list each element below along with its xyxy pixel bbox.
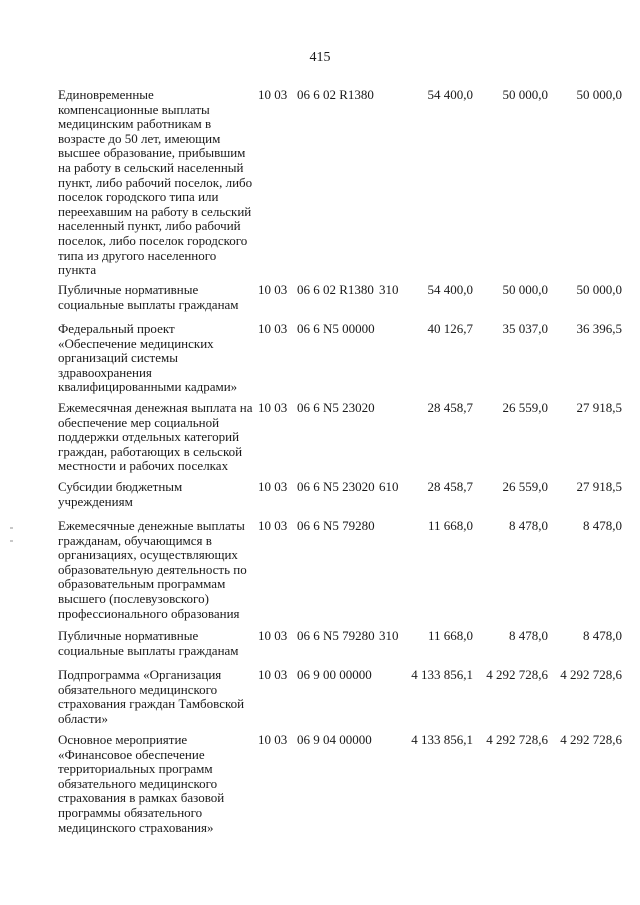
- row-target-code: 06 9 00 00000: [297, 667, 372, 682]
- row-expense-kind: 310: [379, 628, 399, 643]
- row-value-2: 8 478,0: [509, 628, 548, 643]
- row-target-code: 06 6 N5 79280: [297, 628, 375, 643]
- table-row: [58, 519, 624, 620]
- row-target-code: 06 9 04 00000: [297, 732, 372, 747]
- row-target-code: 06 6 N5 79280: [297, 518, 375, 533]
- row-name: Ежемесячная денежная выплата на обеспечение мер социальной поддержки отдельных категорий граждан, работающих в сельской местности и рабочих поселках: [58, 400, 253, 474]
- row-value-2: 35 037,0: [502, 321, 548, 336]
- row-target-code: 06 6 N5 23020: [297, 479, 375, 494]
- table-row: [58, 283, 624, 313]
- row-name: Публичные нормативные социальные выплаты гражданам: [58, 282, 239, 312]
- row-name: Подпрограмма «Организация обязательного медицинского страхования граждан Тамбовской области»: [58, 667, 245, 726]
- row-value-3: 8 478,0: [583, 518, 622, 533]
- row-value-1: 54 400,0: [427, 87, 473, 102]
- row-name: Федеральный проект «Обеспечение медицинских организаций системы здравоохранения квалифицированными кадрами»: [58, 321, 238, 395]
- row-target-code: 06 6 02 R1380: [297, 282, 374, 297]
- row-section: 10 03: [258, 732, 288, 747]
- table-row: [58, 480, 624, 510]
- row-value-3: 8 478,0: [583, 628, 622, 643]
- table-row: [58, 400, 624, 474]
- row-value-3: 50 000,0: [576, 87, 622, 102]
- row-value-2: 26 559,0: [502, 400, 548, 415]
- margin-mark: [10, 540, 13, 542]
- row-section: 10 03: [258, 321, 288, 336]
- row-value-2: 8 478,0: [509, 518, 548, 533]
- table-row: [58, 668, 624, 724]
- row-value-2: 50 000,0: [502, 282, 548, 297]
- table-row: [58, 733, 624, 835]
- row-name: Субсидии бюджетным учреждениям: [58, 479, 183, 509]
- row-value-3: 4 292 728,6: [560, 667, 622, 682]
- row-name: Основное мероприятие «Финансовое обеспечение территориальных программ обязательного медицинского страхования в рамках базовой программы обязательного медицинского страхования»: [58, 732, 225, 835]
- row-target-code: 06 6 02 R1380: [297, 87, 374, 102]
- row-section: 10 03: [258, 87, 288, 102]
- table-row: [58, 321, 624, 395]
- row-value-1: 4 133 856,1: [411, 732, 473, 747]
- row-value-1: 11 668,0: [427, 518, 473, 533]
- row-value-2: 50 000,0: [502, 87, 548, 102]
- row-value-3: 27 918,5: [576, 479, 622, 494]
- row-value-2: 4 292 728,6: [486, 732, 548, 747]
- row-value-3: 36 396,5: [576, 321, 622, 336]
- row-name: Публичные нормативные социальные выплаты гражданам: [58, 628, 239, 658]
- table-row: [58, 629, 624, 659]
- row-section: 10 03: [258, 282, 288, 297]
- row-section: 10 03: [258, 628, 288, 643]
- row-value-1: 28 458,7: [427, 400, 473, 415]
- row-value-1: 4 133 856,1: [411, 667, 473, 682]
- row-expense-kind: 610: [379, 479, 399, 494]
- budget-table: [58, 88, 624, 844]
- row-value-3: 50 000,0: [576, 282, 622, 297]
- row-target-code: 06 6 N5 00000: [297, 321, 375, 336]
- row-value-1: 54 400,0: [427, 282, 473, 297]
- row-value-3: 4 292 728,6: [560, 732, 622, 747]
- table-row: [58, 87, 624, 278]
- row-name: Ежемесячные денежные выплаты гражданам, обучающимся в организациях, осуществляющих образовательную деятельность по образовательным программам высшего (послевузовского) профессионального образования: [58, 518, 247, 621]
- page-number: 415: [309, 50, 331, 65]
- row-name: Единовременные компенсационные выплаты медицинским работникам в возрасте до 50 лет, имеющим высшее образование, прибывшим на работу в сельский населенный пункт, либо рабочий поселок, либо поселок городского типа или переехавшим на работу в сельский населенный пункт, либо рабочий поселок, либо поселок городского типа из другого населенного пункта: [58, 87, 253, 278]
- row-section: 10 03: [258, 667, 288, 682]
- row-value-1: 28 458,7: [427, 479, 473, 494]
- row-value-1: 40 126,7: [427, 321, 473, 336]
- row-value-2: 26 559,0: [502, 479, 548, 494]
- row-section: 10 03: [258, 479, 288, 494]
- margin-mark: [10, 527, 13, 529]
- row-section: 10 03: [258, 400, 288, 415]
- row-value-2: 4 292 728,6: [486, 667, 548, 682]
- row-value-1: 11 668,0: [427, 628, 473, 643]
- row-target-code: 06 6 N5 23020: [297, 400, 375, 415]
- row-expense-kind: 310: [379, 282, 399, 297]
- row-value-3: 27 918,5: [576, 400, 622, 415]
- row-section: 10 03: [258, 518, 288, 533]
